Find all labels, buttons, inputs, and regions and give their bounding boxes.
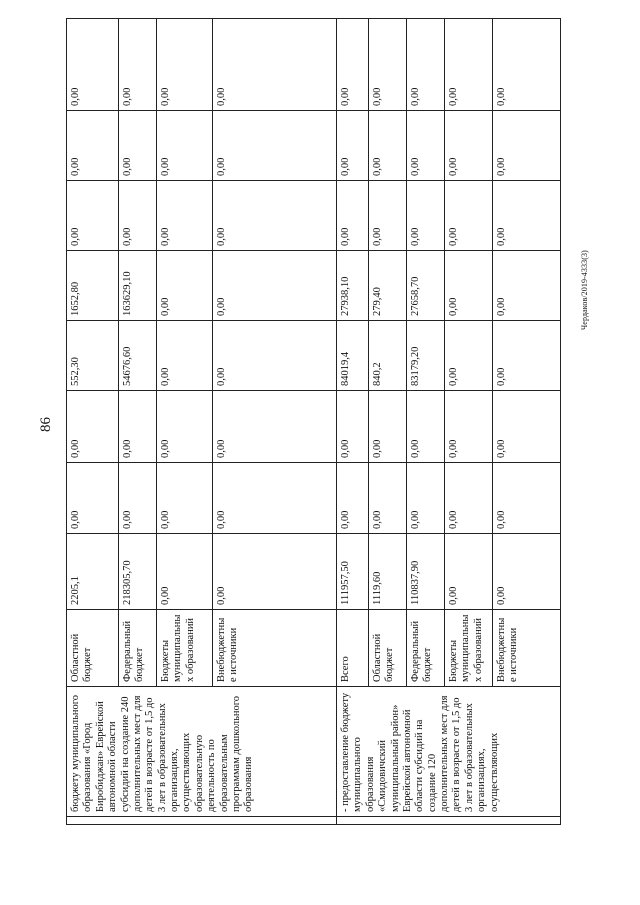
- value-cell: 0,00: [157, 463, 213, 534]
- page-number: 86: [38, 417, 54, 432]
- value-cell: 0,00: [67, 111, 119, 181]
- value-cell: 0,00: [67, 463, 119, 534]
- value-cell: 279,40: [369, 251, 407, 321]
- measure-description: - предоставление бюджету муниципального образования «Смидовичский муниципальный район» Еврейской автономной области субсидий на создание 120 дополнительных мест для детей в возрасте от 1,5 до 3 лет в образовательных организациях, осуществляющих: [337, 687, 561, 817]
- rotated-table-container: [66, 19, 560, 825]
- value-cell: 0,00: [493, 111, 561, 181]
- value-cell: 840,2: [369, 321, 407, 391]
- value-cell: 0,00: [445, 463, 493, 534]
- value-cell: 83179,20: [407, 321, 445, 391]
- value-cell: 0,00: [407, 463, 445, 534]
- value-cell: 0,00: [67, 181, 119, 251]
- funding-source: Бюджеты муниципальных образований: [157, 610, 213, 687]
- empty-index-cell: [67, 817, 337, 825]
- value-cell: 552,30: [67, 321, 119, 391]
- value-cell: 27658,70: [407, 251, 445, 321]
- value-cell: 0,00: [213, 19, 337, 111]
- value-cell: 0,00: [407, 391, 445, 463]
- value-cell: 0,00: [493, 391, 561, 463]
- value-cell: 1119,60: [369, 534, 407, 610]
- value-cell: 0,00: [445, 391, 493, 463]
- value-cell: 0,00: [213, 251, 337, 321]
- value-cell: 27938,10: [337, 251, 369, 321]
- funding-source: Всего: [337, 610, 369, 687]
- funding-source: Внебюджетные источники: [493, 610, 561, 687]
- value-cell: 1652,80: [67, 251, 119, 321]
- value-cell: 0,00: [337, 111, 369, 181]
- value-cell: 54676,60: [119, 321, 157, 391]
- value-cell: 0,00: [445, 111, 493, 181]
- table-row: [337, 19, 369, 825]
- value-cell: 0,00: [67, 391, 119, 463]
- value-cell: 2205,1: [67, 534, 119, 610]
- value-cell: 0,00: [213, 534, 337, 610]
- funding-source: Бюджеты муниципальных образований: [445, 610, 493, 687]
- value-cell: 0,00: [67, 19, 119, 111]
- value-cell: 0,00: [119, 19, 157, 111]
- value-cell: 0,00: [157, 391, 213, 463]
- value-cell: 0,00: [213, 111, 337, 181]
- funding-source: Внебюджетные источники: [213, 610, 337, 687]
- value-cell: 0,00: [337, 463, 369, 534]
- funding-source: Областной бюджет: [67, 610, 119, 687]
- value-cell: 0,00: [445, 181, 493, 251]
- value-cell: 163629,10: [119, 251, 157, 321]
- value-cell: 0,00: [213, 321, 337, 391]
- value-cell: 111957,50: [337, 534, 369, 610]
- value-cell: 0,00: [157, 19, 213, 111]
- value-cell: 0,00: [493, 463, 561, 534]
- value-cell: 0,00: [119, 111, 157, 181]
- value-cell: 0,00: [369, 19, 407, 111]
- value-cell: 218305,70: [119, 534, 157, 610]
- table-row: [67, 19, 119, 825]
- value-cell: 110837,90: [407, 534, 445, 610]
- value-cell: 0,00: [445, 534, 493, 610]
- value-cell: 0,00: [213, 391, 337, 463]
- value-cell: 0,00: [337, 391, 369, 463]
- value-cell: 0,00: [369, 181, 407, 251]
- value-cell: 0,00: [213, 181, 337, 251]
- value-cell: 0,00: [493, 19, 561, 111]
- value-cell: 0,00: [337, 181, 369, 251]
- funding-source: Федеральный бюджет: [407, 610, 445, 687]
- value-cell: 0,00: [369, 463, 407, 534]
- document-code: Чердаков/2019-4333(3): [580, 250, 589, 330]
- value-cell: 0,00: [369, 391, 407, 463]
- value-cell: 0,00: [337, 19, 369, 111]
- value-cell: 84019,4: [337, 321, 369, 391]
- value-cell: 0,00: [407, 19, 445, 111]
- value-cell: 0,00: [119, 391, 157, 463]
- value-cell: 0,00: [157, 181, 213, 251]
- value-cell: 0,00: [119, 181, 157, 251]
- value-cell: 0,00: [157, 321, 213, 391]
- value-cell: 0,00: [445, 19, 493, 111]
- value-cell: 0,00: [157, 111, 213, 181]
- value-cell: 0,00: [407, 181, 445, 251]
- value-cell: 0,00: [157, 251, 213, 321]
- value-cell: 0,00: [369, 111, 407, 181]
- value-cell: 0,00: [445, 251, 493, 321]
- measure-description: бюджету муниципального образования «Город Биробиджан» Еврейской автономной области субсидий на создание 240 дополнительных мест для детей в возрасте от 1,5 до 3 лет в образовательных организациях, осуществляющих образовательную деятельность по образовательным программам дошкольного образования: [67, 687, 337, 817]
- value-cell: 0,00: [157, 534, 213, 610]
- funding-source: Областной бюджет: [369, 610, 407, 687]
- funding-source: Федеральный бюджет: [119, 610, 157, 687]
- budget-table: [66, 18, 561, 825]
- value-cell: 0,00: [213, 463, 337, 534]
- value-cell: 0,00: [407, 111, 445, 181]
- value-cell: 0,00: [445, 321, 493, 391]
- value-cell: 0,00: [119, 463, 157, 534]
- value-cell: 0,00: [493, 534, 561, 610]
- empty-index-cell: [337, 817, 561, 825]
- value-cell: 0,00: [493, 181, 561, 251]
- value-cell: 0,00: [493, 251, 561, 321]
- value-cell: 0,00: [493, 321, 561, 391]
